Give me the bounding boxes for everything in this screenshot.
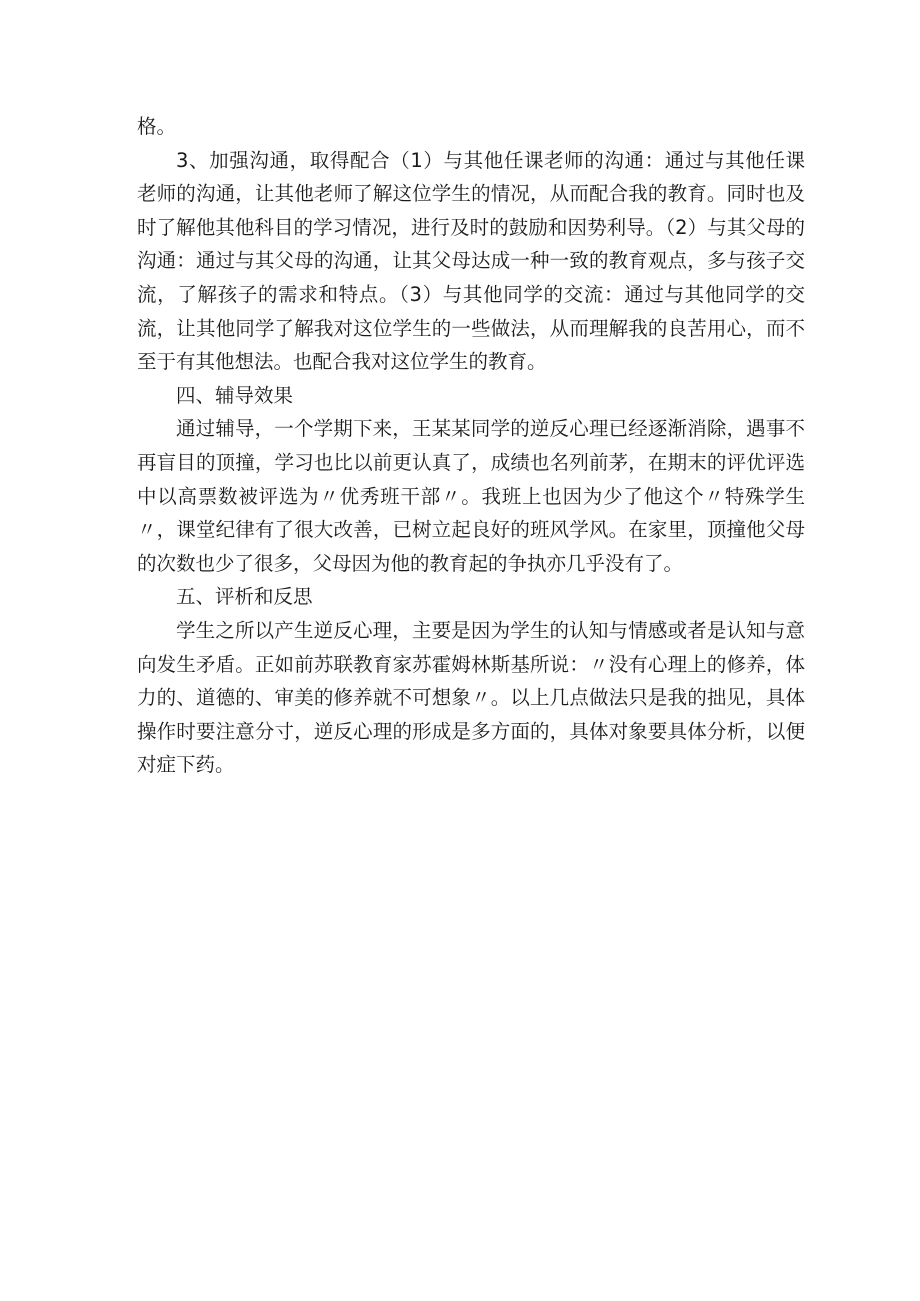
paragraph-continuation: 格。	[137, 115, 177, 138]
section-heading-effect: 四、辅导效果	[176, 383, 294, 407]
document-body	[137, 110, 805, 782]
paragraph-effect: 通过辅导，一个学期下来，王某某同学的逆反心理已经逐渐消除，遇事不再盲目的顶撞，学习也比以前更认真了，成绩也名列前茅，在期末的评优评选中以高票数被评选为〃优秀班干部〃。我班上也因为少了他这个〃特殊学生〃，课堂纪律有了很大改善，已树立起良好的班风学风。在家里，顶撞他父母的次数也少了很多，父母因为他的教育起的争执亦几乎没有了。	[137, 417, 805, 575]
paragraph-communication: 3、加强沟通，取得配合（1）与其他任课老师的沟通：通过与其他任课老师的沟通，让其他老师了解这位学生的情况，从而配合我的教育。同时也及时了解他其他科目的学习情况，进行及时的鼓励和因势利导。（2）与其父母的沟通：通过与其父母的沟通，让其父母达成一种一致的教育观点，多与孩子交流，了解孩子的需求和特点。（3）与其他同学的交流：通过与其他同学的交流，让其他同学了解我对这位学生的一些做法，从而理解我的良苦用心，而不至于有其他想法。也配合我对这位学生的教育。	[137, 148, 805, 374]
paragraph-reflection: 学生之所以产生逆反心理，主要是因为学生的认知与情感或者是认知与意向发生矛盾。正如前苏联教育家苏霍姆林斯基所说：〃没有心理上的修养，体力的、道德的、审美的修养就不可想象〃。以上几点做法只是我的拙见，具体操作时要注意分寸，逆反心理的形成是多方面的，具体对象要具体分析，以便对症下药。	[137, 618, 805, 777]
section-heading-reflection: 五、评析和反思	[176, 585, 313, 609]
